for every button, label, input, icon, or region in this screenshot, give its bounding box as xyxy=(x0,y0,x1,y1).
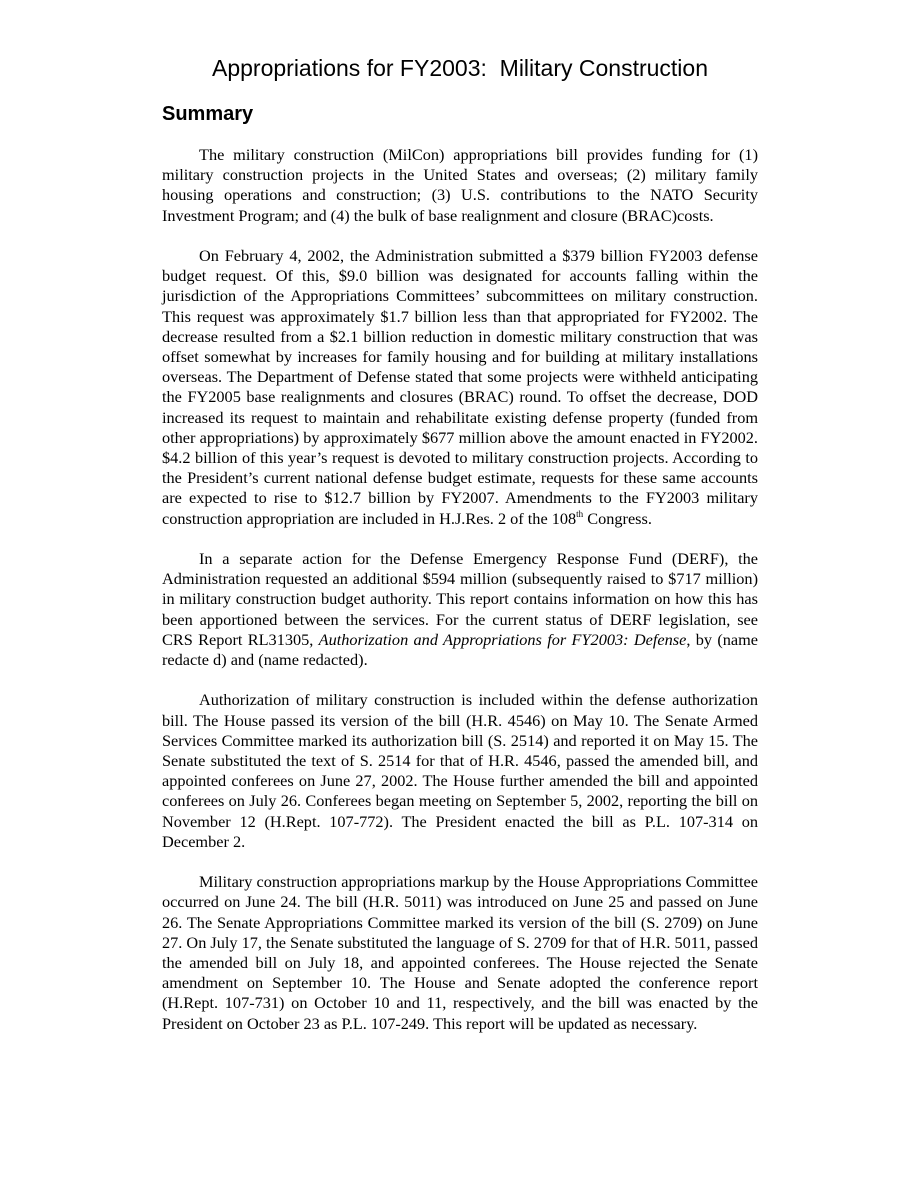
document-title: Appropriations for FY2003: Military Construction xyxy=(212,55,708,81)
summary-body xyxy=(162,145,758,1034)
paragraph-appropriations-markup: Military construction appropriations markup by the House Appropriations Committee occurred on June 24. The bill (H.R. 5011) was introduced on June 25 and passed on June 26. The Senate Appropriations Committee marked its version of the bill (S. 2709) on June 27. On July 17, the Senate substituted the language of S. 2709 for that of H.R. 5011, passed the amended bill on July 18, and appointed conferees. The House rejected the Senate amendment on September 10. The House and Senate adopted the conference report (H.Rept. 107-731) on October 10 and 11, respectively, and the bill was enacted by the President on October 23 as P.L. 107-249. This report will be updated as necessary. xyxy=(162,872,758,1033)
section-heading-summary: Summary xyxy=(162,103,254,125)
paragraph-budget-request xyxy=(162,246,758,529)
report-title-citation: Authorization and Appropriations for FY2003: Defense xyxy=(318,629,687,649)
ordinal-superscript: th xyxy=(576,508,584,519)
paragraph-budget-request-end: Congress. xyxy=(583,508,652,528)
paragraph-milcon-overview: The military construction (MilCon) appropriations bill provides funding for (1) military construction projects in the United States and overseas; (2) military family housing operations and construction; (3) U.S. contributions to the NATO Security Investment Program; and (4) the bulk of base realignment and closure (BRAC)costs. xyxy=(162,145,758,225)
paragraph-authorization: Authorization of military construction is included within the defense authorization bill. The House passed its version of the bill (H.R. 4546) on May 10. The Senate Armed Services Committee marked its authorization bill (S. 2514) and reported it on May 15. The Senate substituted the text of S. 2514 for that of H.R. 4546, passed the amended bill, and appointed conferees on June 27, 2002. The House further amended the bill and appointed conferees on July 26. Conferees began meeting on September 5, 2002, reporting the bill on November 12 (H.Rept. 107-772). The President enacted the bill as P.L. 107-314 on December 2. xyxy=(162,690,758,851)
paragraph-derf-end: , by (name redacte d) and (name redacted). xyxy=(162,629,758,670)
paragraph-budget-request-text: On February 4, 2002, the Administration submitted a $379 billion FY2003 defense budget request. Of this, $9.0 billion was designated for accounts falling within the jurisdiction of the Appropriations Committees’ subcommittees on military construction. This request was approximately $1.7 billion less than that appropriated for FY2002. The decrease resulted from a $2.1 billion reduction in domestic military construction that was offset somewhat by increases for family housing and for building at military installations overseas. The Department of Defense stated that some projects were withheld anticipating the FY2005 base realignments and closures (BRAC) round. To offset the decrease, DOD increased its request to maintain and rehabilitate existing defense property (funded from other appropriations) by approximately $677 million above the amount enacted in FY2002. $4.2 billion of this year’s request is devoted to military construction projects. According to the President’s current national defense budget estimate, requests for these same accounts are expected to rise to $12.7 billion by FY2007. Amendments to the FY2003 military construction appropriation are included in H.J.Res. 2 of the 108 xyxy=(162,246,758,528)
paragraph-derf-text: In a separate action for the Defense Emergency Response Fund (DERF), the Administration requested an additional $594 million (subsequently raised to $717 million) in military construction budget authority. This report contains information on how this has been apportioned between the services. For the current status of DERF legislation, see CRS Report RL31305, xyxy=(162,549,758,649)
paragraph-derf xyxy=(162,549,758,670)
